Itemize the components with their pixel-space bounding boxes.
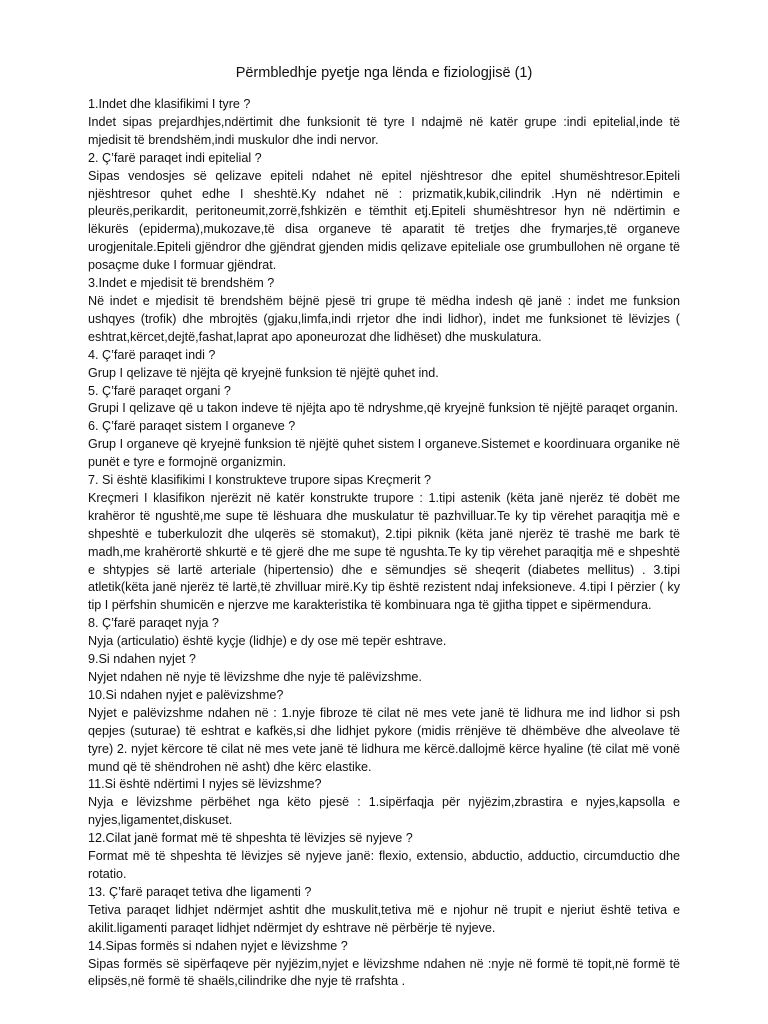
answer: Sipas formës së sipërfaqeve për nyjëzim,nyjet e lëvizshme ndahen në :nyje në formë të topit,në formë të elipsës,në formë të shaëls,cilindrike dhe nyje të rrafshta . [88, 956, 680, 989]
question: 6. Ç’farë paraqet sistem I organeve ? [88, 419, 296, 434]
answer: Sipas vendosjes së qelizave epiteli ndahet në epitel njështresor dhe epitel shumështresor.Epiteli njështresor quhet edhe I sheshtë.Ky ndahet në : prizmatik,kubik,cilindrik .Hyn në ndërtimin e pleurës,perikardit, peritoneumit,zorrë,fshkizën e tëmthit etj.Epiteli shumështresor hyn në ndërtimin e lëkurës (epiderma),mukozave,të disa organeve të aparatit të tretjes dhe frymarjes,të organeve urogjenitale.Epiteli gjëndror dhe gjëndrat gjenden midis qelizave epiteliale ose grumbullohen në organe të posaçme duke I formuar gjëndrat. [88, 168, 680, 273]
question: 7. Si është klasifikimi I konstrukteve trupore sipas Kreçmerit ? [88, 473, 431, 488]
answer: Grupi I qelizave që u takon indeve të njëjta apo të ndryshme,që kryejnë funksion të njëjtë paraqet organin. [88, 401, 679, 416]
answer: Grup I qelizave të njëjta që kryejnë funksion të njëjtë quhet ind. [88, 365, 439, 380]
question: 3.Indet e mjedisit të brendshëm ? [88, 276, 275, 291]
question: 1.Indet dhe klasifikimi I tyre ? [88, 97, 251, 111]
qa-item [88, 884, 680, 938]
answer: Nyja e lëvizshme përbëhet nga këto pjesë : 1.sipërfaqja për nyjëzim,zbrastira e nyjes,kapsolla e nyjes,ligamentet,diskuset. [88, 795, 680, 828]
question: 5. Ç’farë paraqet organi ? [88, 383, 231, 398]
question: 12.Cilat janë format më të shpeshta të lëvizjes së nyjeve ? [88, 831, 413, 846]
question: 2. Ç’farë paraqet indi epitelial ? [88, 150, 262, 165]
qa-item [88, 96, 680, 150]
qa-item [88, 615, 680, 651]
qa-item [88, 938, 680, 992]
qa-item [88, 830, 680, 884]
answer: Tetiva paraqet lidhjet ndërmjet ashtit dhe muskulit,tetiva më e njohur në trupit e njeriut është tetiva e akilit.ligamenti paraqet lidhjet ndërmjet dy eshtrave në përbërje të nyjeve. [88, 902, 680, 935]
answer: Në indet e mjedisit të brendshëm bëjnë pjesë tri grupe të mëdha indesh që janë : indet me funksion ushqyes (trofik) dhe mbrojtës (gjaku,limfa,indi rrjetor dhe indi lidhor), indet me funksionet të lëvizjes ( eshtrat,kërcet,dejtë,fashat,laprat apo aponeurozat dhe lidhëset) dhe muskulatura. [88, 293, 680, 344]
qa-item [88, 383, 680, 419]
question: 14.Sipas formës si ndahen nyjet e lëvizshme ? [88, 938, 348, 953]
question: 13. Ç’farë paraqet tetiva dhe ligamenti ? [88, 884, 312, 899]
question: 8. Ç’farë paraqet nyja ? [88, 616, 219, 631]
answer: Grup I organeve që kryejnë funksion të njëjtë quhet sistem I organeve.Sistemet e koordinuara organike në punët e tyre e formojnë organizmin. [88, 437, 680, 470]
qa-item [88, 687, 680, 777]
qa-item [88, 776, 680, 830]
answer: Nyja (articulatio) është kyçje (lidhje) e dy ose më tepër eshtrave. [88, 634, 447, 649]
answer: Indet sipas prejardhjes,ndërtimit dhe funksionit të tyre I ndajmë në katër grupe :indi epitelial,inde të mjedisit të brendshëm,indi muskulor dhe indi nervor. [88, 114, 680, 147]
document-title: Përmbledhje pyetje nga lënda e fiziologjisë (1) [235, 65, 533, 81]
answer: Kreçmeri I klasifikon njerëzit në katër konstrukte trupore : 1.tipi astenik (këta janë njerëz të dobët me krahëror të ngushtë,me supe të lëshuara dhe muskulatur të pazhvilluar.Te ky tip vërehet paraqitja më e shpeshtë e tuberkulozit dhe ulqerës së stomakut), 2.tipi piknik (këta janë njerëz të trashë me bark të madh,me krahërortë shkurtë e të gjerë dhe me supe të ngushta.Te ky tip vërehet paraqitja më e shpeshtë e shtypjes së lartë arteriale (hipertensio) dhe e sëmundjes së sheqerit (diabetes mellitus) . 3.tipi atletik(këta janë njerëz të lartë,të zhvilluar mirë.Ky tip është rezistent ndaj infeksioneve. 4.tipi I përzier ( ky tip I përfshin shumicën e njerzve me karakteristika të kombinuara nga të gjitha tippet e sipërmendura. [88, 490, 680, 613]
qa-list [88, 96, 680, 991]
qa-item [88, 347, 680, 383]
question: 4. Ç’farë paraqet indi ? [88, 347, 216, 362]
answer: Format më të shpeshta të lëvizjes së nyjeve janë: flexio, extensio, abductio, adductio, circumductio dhe rotatio. [88, 849, 680, 881]
question: 10.Si ndahen nyjet e palëvizshme? [88, 687, 284, 702]
qa-item [88, 651, 680, 687]
qa-item [88, 275, 680, 347]
qa-item [88, 150, 680, 275]
qa-item [88, 472, 680, 615]
answer: Nyjet ndahen në nyje të lëvizshme dhe nyje të palëvizshme. [88, 670, 422, 684]
answer: Nyjet e palëvizshme ndahen në : 1.nyje fibroze të cilat në mes vete janë të lidhura me ind lidhor si psh qepjes (suturae) të eshtrat e kafkës,si dhe lidhjet pykore (midis rrënjëve të dhëmbëve dhe alveolave të tyre) 2. nyjet kërcore të cilat në mes vete janë të lidhura me kërcë.dallojmë kërce hyaline (të cilat më vonë mund që të shëndrohen në asht) dhe kërc elastike. [88, 705, 680, 774]
qa-item [88, 418, 680, 472]
question: 9.Si ndahen nyjet ? [88, 652, 196, 667]
question: 11.Si është ndërtimi I nyjes së lëvizshme? [88, 777, 322, 792]
